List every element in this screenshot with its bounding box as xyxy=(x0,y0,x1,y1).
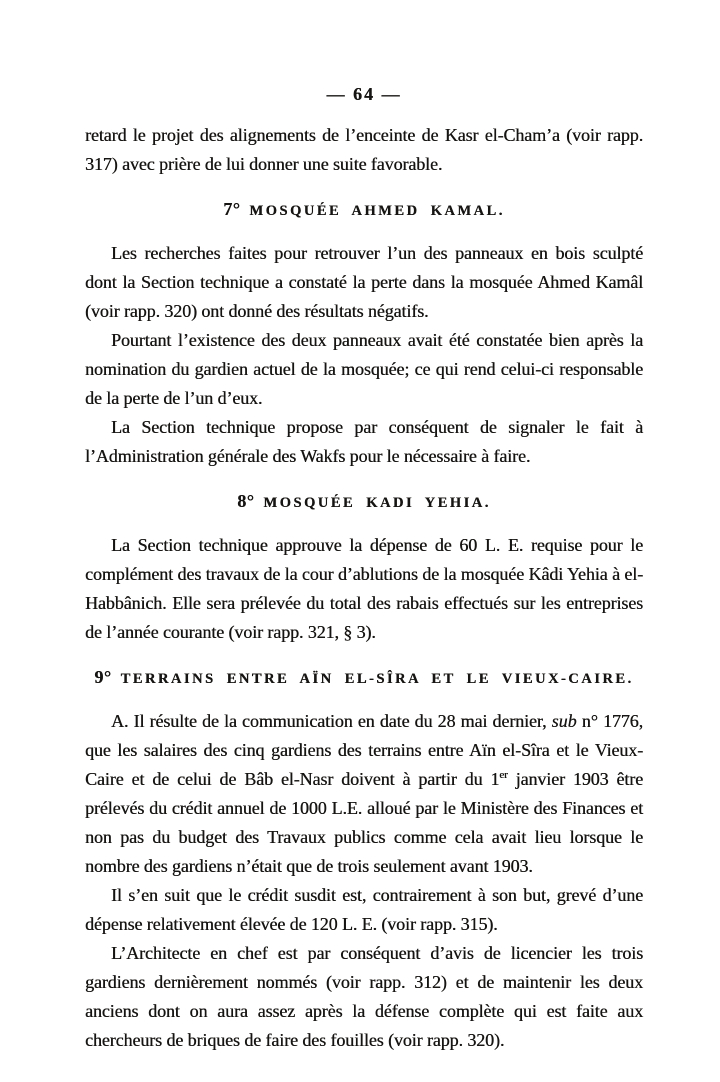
section-9-paragraph-a-italic-sub: sub xyxy=(551,711,577,731)
page-content xyxy=(85,84,643,1055)
section-9-paragraph-a xyxy=(85,707,643,881)
section-7-paragraph-1: Les recherches faites pour retrouver l’un des panneaux en bois sculpté dont la Section technique a constaté la perte dans la mosquée Ahmed Kamâl (voir rapp. 320) ont donné des résultats négatifs. xyxy=(85,243,643,321)
section-9-paragraph-c: L’Architecte en chef est par conséquent d’avis de licencier les trois gardiens dernièrement nommés (voir rapp. 312) et de maintenir les deux anciens dont on aura assez après la défense complète qui est faite aux chercheurs de briques de faire des fouilles (voir rapp. 320). xyxy=(85,943,643,1050)
section-8-number: 8° xyxy=(237,491,255,511)
continuation-paragraph: retard le projet des alignements de l’enceinte de Kasr el-Cham’a (voir rapp. 317) avec prière de lui donner une suite favorable. xyxy=(85,125,643,174)
section-heading-7 xyxy=(85,198,643,222)
section-8-paragraph-1: La Section technique approuve la dépense de 60 L. E. requise pour le complément des travaux de la cour d’ablutions de la mosquée Kâdi Yehia à el-Habbânich. Elle sera prélevée du total des rabais effectués sur les entreprises de l’année courante (voir rapp. 321, § 3). xyxy=(85,535,643,642)
section-8-title: MOSQUÉE KADI YEHIA. xyxy=(263,495,491,511)
section-7-title: MOSQUÉE AHMED KAMAL. xyxy=(249,203,505,219)
section-9-paragraph-a-text-1: A. Il résulte de la communication en date du 28 mai dernier, xyxy=(111,711,552,731)
section-9-paragraph-b: Il s’en suit que le crédit susdit est, contrairement à son but, grevé d’une dépense relativement élevée de 120 L. E. (voir rapp. 315). xyxy=(85,885,643,934)
section-9-paragraph-a-superscript-er: er xyxy=(499,769,508,781)
section-heading-9 xyxy=(85,666,643,690)
section-7-paragraph-3: La Section technique propose par conséquent de signaler le fait à l’Administration générale des Wakfs pour le nécessaire à faire. xyxy=(85,417,643,466)
section-heading-8 xyxy=(85,490,643,514)
page-number: — 64 — xyxy=(326,84,402,104)
section-9-title: TERRAINS ENTRE AÏN EL-SÎRA ET LE VIEUX-CAIRE. xyxy=(120,671,634,687)
section-9-paragraph-a-text-2: n° 1776, que les salaires des cinq gardiens des terrains entre Aïn el-Sîra et le Vieux-Caire et de celui de Bâb el-Nasr doivent à partir du 1 xyxy=(85,711,643,789)
section-7-number: 7° xyxy=(223,199,241,219)
section-9-paragraph-a-text-3: janvier 1903 être prélevés du crédit annuel de 1000 L.E. alloué par le Ministère des Finances et non pas du budget des Travaux publics comme cela avait lieu lorsque le nombre des gardiens n’était que de trois seulement avant 1903. xyxy=(85,769,643,876)
section-7-paragraph-2: Pourtant l’existence des deux panneaux avait été constatée bien après la nomination du gardien actuel de la mosquée; ce qui rend celui-ci responsable de la perte de l’un d’eux. xyxy=(85,330,643,408)
section-9-number: 9° xyxy=(94,667,112,687)
